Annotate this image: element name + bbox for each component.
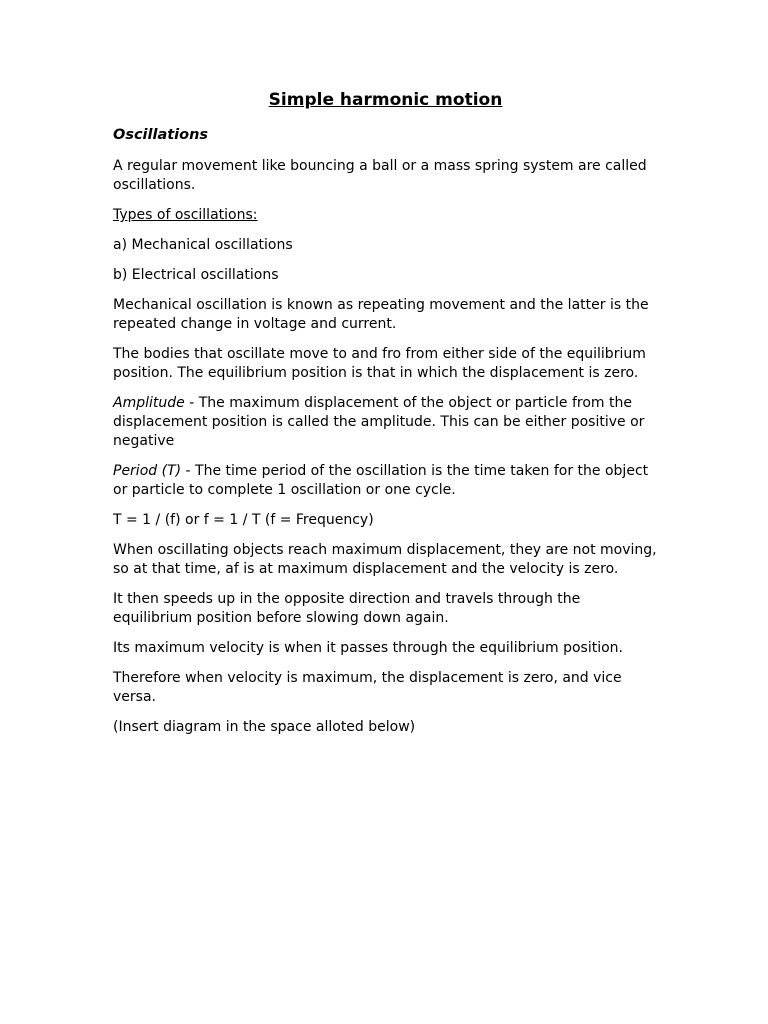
type-a-item: a) Mechanical oscillations	[113, 237, 293, 253]
period-formula: T = 1 / (f) or f = 1 / T (f = Frequency)	[113, 512, 374, 528]
section-heading: Oscillations	[113, 127, 209, 143]
amplitude-term: Amplitude	[113, 395, 185, 411]
speeds-up-paragraph: It then speeds up in the opposite direction and travels through the equilibrium position before slowing down again.	[113, 591, 581, 626]
period-definition: - The time period of the oscillation is the time taken for the object or particle to complete 1 oscillation or one cycle.	[113, 463, 649, 498]
mechanical-paragraph: Mechanical oscillation is known as repeating movement and the latter is the repeated change in voltage and current.	[113, 297, 649, 332]
bodies-paragraph: The bodies that oscillate move to and fro from either side of the equilibrium position. The equilibrium position is that in which the displacement is zero.	[113, 346, 646, 381]
max-velocity-paragraph: Its maximum velocity is when it passes through the equilibrium position.	[113, 640, 623, 656]
period-term: Period (T)	[113, 463, 182, 479]
amplitude-paragraph	[113, 394, 658, 451]
types-heading: Types of oscillations:	[113, 207, 258, 223]
therefore-paragraph: Therefore when velocity is maximum, the displacement is zero, and vice versa.	[113, 670, 622, 705]
max-displacement-paragraph: When oscillating objects reach maximum displacement, they are not moving, so at that time, af is at maximum displacement and the velocity is zero.	[113, 542, 657, 577]
intro-paragraph: A regular movement like bouncing a ball or a mass spring system are called oscillations.	[113, 158, 647, 193]
document-body	[113, 89, 658, 748]
amplitude-definition: - The maximum displacement of the object or particle from the displacement position is called the amplitude. This can be either positive or negative	[113, 395, 645, 449]
insert-diagram-note: (Insert diagram in the space alloted below)	[113, 719, 416, 735]
type-b-item: b) Electrical oscillations	[113, 267, 279, 283]
document-title: Simple harmonic motion	[268, 90, 503, 110]
period-paragraph	[113, 462, 658, 500]
